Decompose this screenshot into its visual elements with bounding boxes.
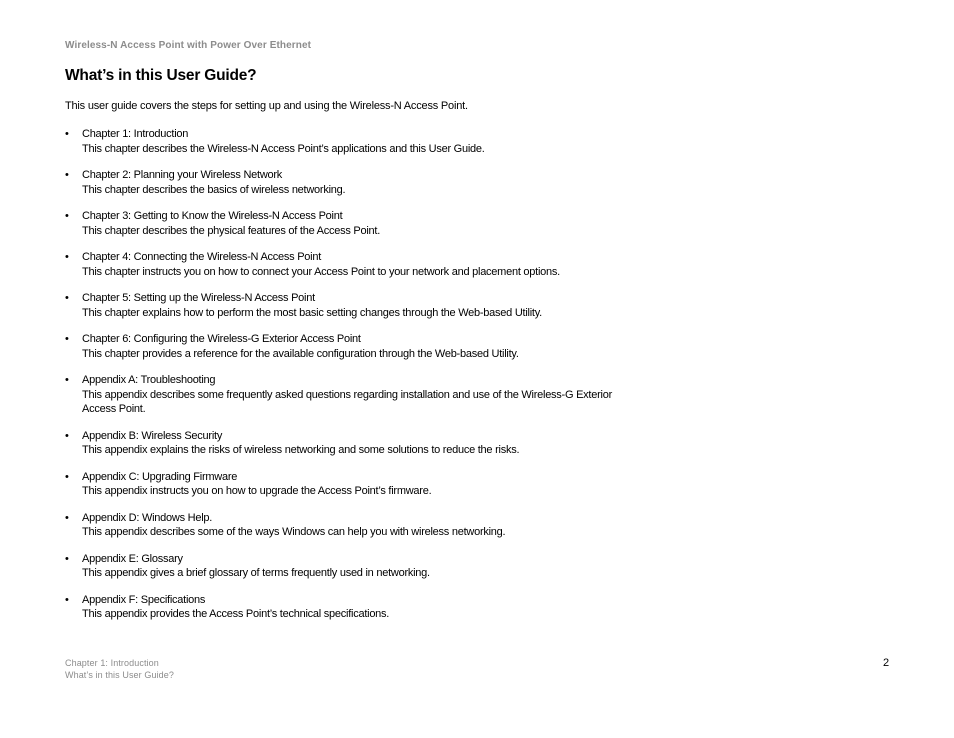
bullet-icon: •	[65, 333, 69, 345]
chapter-description: This appendix provides the Access Point’s technical specifications.	[82, 608, 390, 620]
chapter-description: This chapter describes the Wireless-N Access Point’s applications and this User Guide.	[82, 142, 485, 155]
chapter-title: Appendix D: Windows Help.	[82, 511, 213, 524]
chapter-description: This appendix instructs you on how to upgrade the Access Point’s firmware.	[82, 485, 432, 497]
list-item	[65, 511, 625, 540]
list-item	[65, 127, 625, 156]
chapter-title: Chapter 1: Introduction	[82, 128, 189, 140]
bullet-icon: •	[65, 593, 69, 606]
chapter-title: Chapter 2: Planning your Wireless Network	[82, 169, 283, 181]
chapter-title: Appendix F: Specifications	[82, 593, 206, 606]
bullet-icon: •	[65, 251, 69, 263]
bullet-icon: •	[65, 374, 69, 386]
list-item	[65, 470, 625, 499]
chapter-description: This appendix describes some of the ways Windows can help you with wireless networking.	[82, 526, 506, 538]
chapter-description: This chapter describes the basics of wireless networking.	[82, 183, 346, 196]
chapter-description: This chapter explains how to perform the most basic setting changes through the Web-based Utility.	[82, 306, 542, 319]
list-item	[65, 373, 625, 417]
bullet-icon: •	[65, 552, 69, 565]
list-item	[65, 250, 625, 279]
list-item	[65, 291, 625, 320]
bullet-icon: •	[65, 511, 69, 524]
footer-section: What’s in this User Guide?	[65, 670, 174, 680]
page-number: 2	[883, 657, 890, 669]
chapter-list	[65, 127, 625, 634]
chapter-description: This appendix explains the risks of wireless networking and some solutions to reduce the risks.	[82, 444, 520, 456]
chapter-description: This appendix describes some frequently asked questions regarding installation and use of the Wireless-G Exterior Access Point.	[82, 388, 612, 415]
list-item	[65, 429, 625, 458]
chapter-title: Chapter 3: Getting to Know the Wireless-N Access Point	[82, 210, 343, 222]
list-item	[65, 332, 625, 361]
bullet-icon: •	[65, 128, 69, 140]
list-item	[65, 552, 625, 581]
intro-paragraph: This user guide covers the steps for setting up and using the Wireless-N Access Point.	[65, 100, 468, 112]
list-item	[65, 168, 625, 197]
bullet-icon: •	[65, 210, 69, 222]
chapter-title: Appendix A: Troubleshooting	[82, 374, 216, 386]
bullet-icon: •	[65, 169, 69, 181]
chapter-description: This appendix gives a brief glossary of terms frequently used in networking.	[82, 567, 430, 579]
page-title: What’s in this User Guide?	[65, 67, 257, 84]
running-header: Wireless-N Access Point with Power Over Ethernet	[65, 40, 312, 51]
footer-chapter: Chapter 1: Introduction	[65, 658, 159, 668]
chapter-title: Appendix B: Wireless Security	[82, 429, 223, 442]
chapter-description: This chapter instructs you on how to connect your Access Point to your network and placement options.	[82, 265, 560, 278]
chapter-title: Chapter 4: Connecting the Wireless-N Access Point	[82, 251, 322, 263]
chapter-description: This chapter provides a reference for the available configuration through the Web-based Utility.	[82, 347, 519, 360]
bullet-icon: •	[65, 429, 69, 442]
chapter-title: Chapter 5: Setting up the Wireless-N Access Point	[82, 292, 315, 304]
footer-section-info	[65, 657, 174, 681]
list-item	[65, 593, 625, 622]
chapter-description: This chapter describes the physical features of the Access Point.	[82, 224, 381, 237]
chapter-title: Appendix E: Glossary	[82, 552, 183, 565]
chapter-title: Appendix C: Upgrading Firmware	[82, 470, 238, 483]
bullet-icon: •	[65, 470, 69, 483]
chapter-title: Chapter 6: Configuring the Wireless-G Exterior Access Point	[82, 333, 361, 345]
bullet-icon: •	[65, 292, 69, 304]
list-item	[65, 209, 625, 238]
